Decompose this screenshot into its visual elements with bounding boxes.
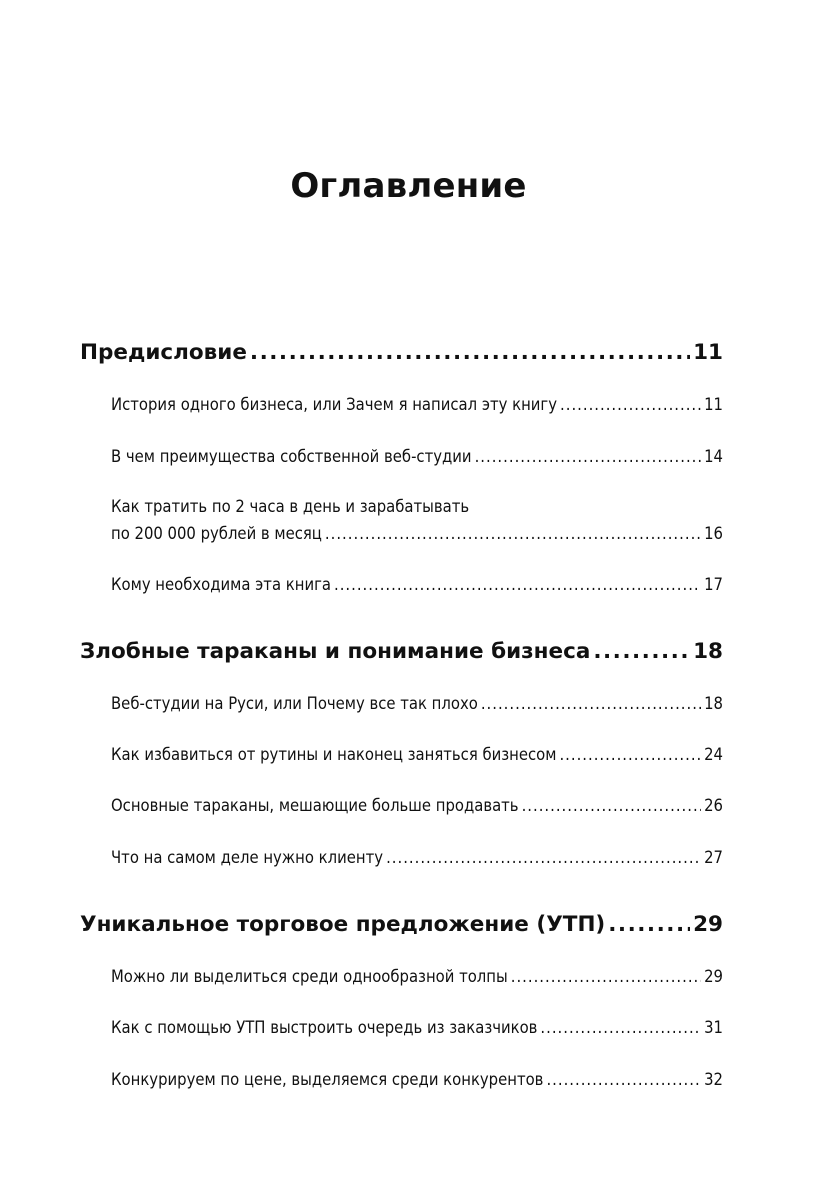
page-title: Оглавление xyxy=(290,166,527,206)
section-title: В чем преимущества собственной веб-студии xyxy=(111,447,472,466)
page-number: 11 xyxy=(693,340,723,365)
toc-section[interactable] xyxy=(111,521,723,547)
toc-section[interactable] xyxy=(111,964,723,990)
page-number: 24 xyxy=(704,745,723,764)
dot-leader xyxy=(250,338,690,368)
dot-leader xyxy=(540,1015,701,1041)
toc-section[interactable] xyxy=(111,742,723,768)
dot-leader xyxy=(334,572,701,598)
page-number: 14 xyxy=(704,447,723,466)
page-number: 29 xyxy=(693,912,723,937)
section-title: Как с помощью УТП выстроить очередь из заказчиков xyxy=(111,1018,538,1037)
section-title: История одного бизнеса, или Зачем я написал эту книгу xyxy=(111,395,558,414)
toc-section[interactable] xyxy=(111,444,723,470)
dot-leader xyxy=(560,392,701,418)
page-number: 18 xyxy=(704,694,723,713)
section-title: Основные тараканы, мешающие больше продавать xyxy=(111,796,519,815)
page-number: 27 xyxy=(704,848,723,867)
section-title: Кому необходима эта книга xyxy=(111,575,331,594)
dot-leader xyxy=(325,521,701,547)
section-title: Конкурируем по цене, выделяемся среди конкурентов xyxy=(111,1070,544,1089)
dot-leader xyxy=(546,1067,701,1093)
page-number: 17 xyxy=(704,575,723,594)
page-number: 29 xyxy=(704,967,723,986)
toc-section[interactable] xyxy=(111,1067,723,1093)
dot-leader xyxy=(608,910,690,940)
section-title: по 200 000 рублей в месяц xyxy=(111,524,322,543)
toc-chapter-business[interactable] xyxy=(80,637,723,667)
toc-section[interactable] xyxy=(111,793,723,819)
toc-section[interactable] xyxy=(111,572,723,598)
page-number: 31 xyxy=(704,1018,723,1037)
section-title: Что на самом деле нужно клиенту xyxy=(111,848,384,867)
dot-leader xyxy=(386,845,701,871)
dot-leader xyxy=(522,793,702,819)
page-number: 32 xyxy=(704,1070,723,1089)
toc-section[interactable] xyxy=(111,1015,723,1041)
page-number: 11 xyxy=(704,395,723,414)
section-title-line1[interactable]: Как тратить по 2 часа в день и зарабатывать xyxy=(111,497,470,516)
page-number: 26 xyxy=(704,796,723,815)
page-number: 18 xyxy=(693,639,723,664)
section-title: Веб-студии на Руси, или Почему все так плохо xyxy=(111,694,478,713)
toc-section[interactable] xyxy=(111,691,723,717)
dot-leader xyxy=(511,964,701,990)
chapter-title: Уникальное торговое предложение (УТП) xyxy=(80,912,606,937)
chapter-title: Злобные тараканы и понимание бизнеса xyxy=(80,639,591,664)
dot-leader xyxy=(481,691,701,717)
section-title: Можно ли выделиться среди однообразной толпы xyxy=(111,967,508,986)
dot-leader xyxy=(559,742,701,768)
toc-section[interactable] xyxy=(111,845,723,871)
toc-section[interactable] xyxy=(111,392,723,418)
page-number: 16 xyxy=(704,524,723,543)
chapter-title: Предисловие xyxy=(80,340,247,365)
toc-chapter-usp[interactable] xyxy=(80,910,723,940)
dot-leader xyxy=(475,444,702,470)
toc-chapter-preface[interactable] xyxy=(80,338,723,368)
dot-leader xyxy=(593,637,690,667)
section-title: Как избавиться от рутины и наконец заняться бизнесом xyxy=(111,745,557,764)
